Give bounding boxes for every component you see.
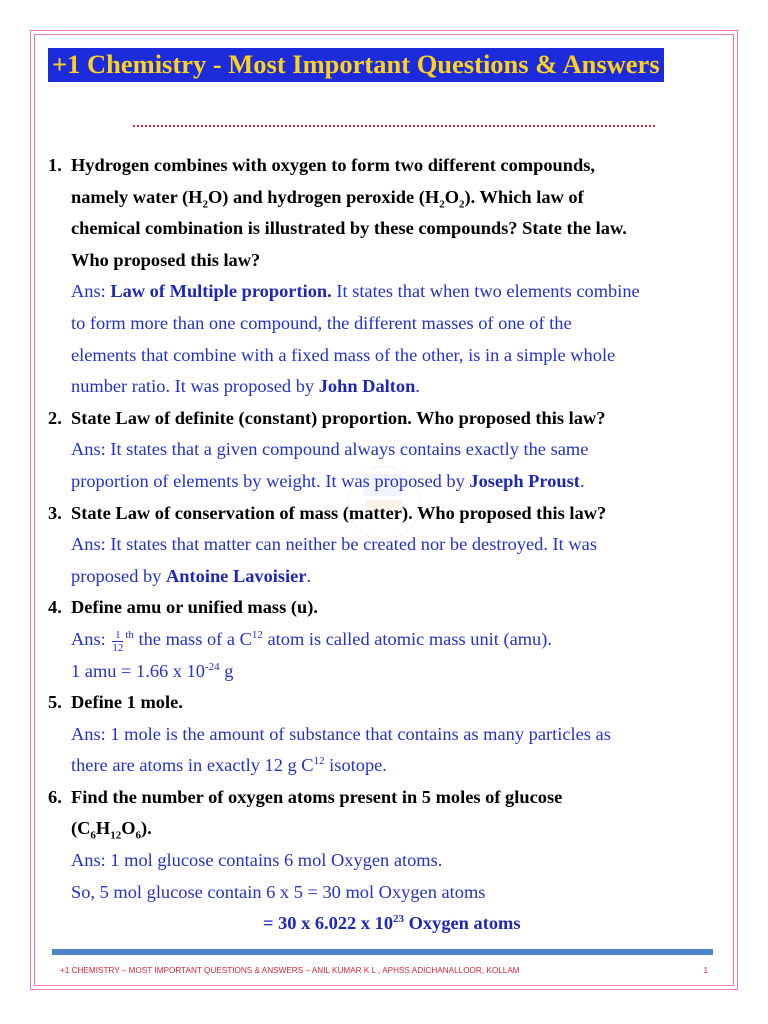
question-3 [48, 498, 738, 530]
answer-6: Ans: 1 mol glucose contains 6 mol Oxygen atoms. So, 5 mol glucose contain 6 x 5 = 30 mol Oxygen atoms [71, 850, 486, 902]
question-2 [48, 403, 738, 435]
question-number: 6. [48, 786, 62, 807]
question-text: chemical combination is illustrated by these compounds? State the law. [71, 218, 627, 239]
question-text: Find the number of oxygen atoms present in 5 moles of glucose [71, 786, 563, 807]
question-text: Who proposed this law? [71, 249, 261, 270]
answer-4: Ans: $\frac{1}{12}$ $^{th}$ the mass of a $C^{12}$ atom is called atomic mass unit (amu). 1 amu = 1.66 x $10^{-24}$ g [71, 628, 552, 681]
footer-bar [52, 949, 713, 955]
questions-list [48, 150, 738, 940]
question-text: Define amu or unified mass (u). [71, 597, 318, 618]
page-title: +1 Chemistry - Most Important Questions & Answers [48, 48, 664, 82]
page-number: 1 [703, 966, 708, 975]
footer-text: +1 CHEMISTRY – MOST IMPORTANT QUESTIONS & ANSWERS – ANIL KUMAR K L , APHSS ADICHANALLOOR, KOLLAM [60, 966, 520, 975]
page-footer [60, 966, 708, 975]
question-number: 5. [48, 692, 62, 713]
question-text: State Law of conservation of mass (matter). Who proposed this law? [71, 502, 607, 523]
fraction: $\frac{1}{12}$ [112, 628, 124, 654]
question-1 [48, 150, 738, 276]
question-text: Hydrogen combines with oxygen to form two different compounds, [71, 155, 595, 175]
question-5 [48, 687, 738, 719]
answer-3: Ans: It states that matter can neither be created nor be destroyed. It was proposed by Antoine Lavoisier. [71, 534, 597, 586]
question-text: $(C_6H_{12}O_6)$. [71, 818, 152, 843]
question-number: 4. [48, 597, 62, 618]
question-4 [48, 592, 738, 624]
answer-1: Ans: Law of Multiple proportion. It states that when two elements combine to form more than one compound, the different masses of one of the elements that combine with a fixed mass of the other, is in a simple whole number ratio. It was proposed by John Dalton. [71, 281, 640, 397]
question-6 [48, 782, 738, 845]
answer-2: Ans: It states that a given compound always contains exactly the same proportion of elements by weight. It was proposed by Joseph Proust. [71, 439, 589, 491]
question-text: namely water $(H_2O)$ and hydrogen peroxide $(H_2O_2)$. Which law of [71, 186, 584, 211]
final-answer: = 30 x 6.022 x $10^{23}$ Oxygen atoms [263, 913, 521, 934]
question-text: Define 1 mole. [71, 692, 183, 713]
title-banner [48, 48, 664, 82]
answer-5: Ans: 1 mole is the amount of substance that contains as many particles as there are atoms in exactly 12 g $C^{12}$ isotope. [71, 723, 611, 776]
question-number: 1. [48, 155, 62, 175]
question-text: State Law of definite (constant) proportion. Who proposed this law? [71, 407, 606, 428]
question-number: 2. [48, 407, 62, 428]
question-number: 3. [48, 502, 62, 523]
dotted-divider [133, 125, 655, 127]
